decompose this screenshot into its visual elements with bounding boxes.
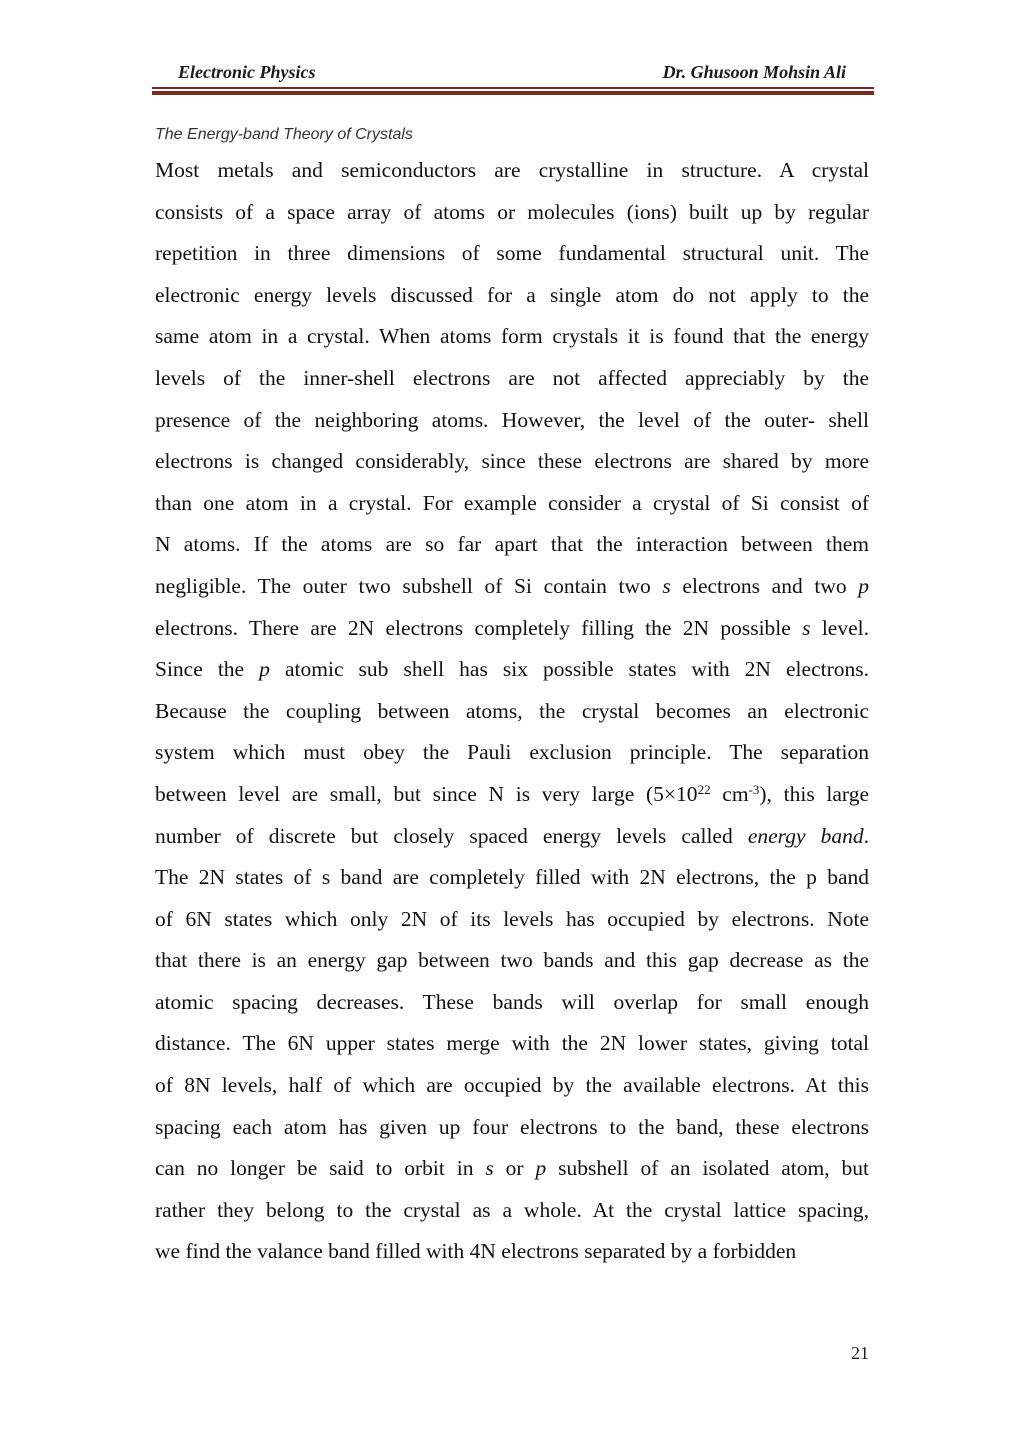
text-run: number of discrete but closely spaced energy levels called <box>155 823 748 848</box>
text-line: The 2N states of s band are completely filled with 2N electrons, the p band <box>155 865 869 890</box>
text-line <box>155 816 869 858</box>
text-run: negligible. The outer two subshell of Si contain two <box>155 573 663 598</box>
text-line: of 6N states which only 2N of its levels has occupied by electrons. Note <box>155 906 869 931</box>
text-run: ), this large <box>759 781 869 806</box>
body-paragraph <box>155 150 869 1273</box>
text-line: Because the coupling between atoms, the crystal becomes an electronic <box>155 698 869 723</box>
text-line: repetition in three dimensions of some fundamental structural unit. The <box>155 241 869 266</box>
text-line <box>155 608 869 650</box>
text-line: presence of the neighboring atoms. However, the level of the outer- shell <box>155 407 869 432</box>
text-line: distance. The 6N upper states merge with the 2N lower states, giving total <box>155 1031 869 1056</box>
text-line: electrons is changed considerably, since these electrons are shared by more <box>155 449 869 474</box>
text-line: we find the valance band filled with 4N electrons separated by a forbidden <box>155 1239 797 1264</box>
italic-term: p <box>535 1156 547 1181</box>
text-line: than one atom in a crystal. For example consider a crystal of Si consist of <box>155 490 869 515</box>
page-header <box>152 62 874 86</box>
italic-term: s <box>802 615 811 640</box>
italic-term: p <box>259 657 270 682</box>
text-run: atomic sub shell has six possible states with 2N electrons. <box>269 657 869 682</box>
header-rule-thin <box>152 87 874 89</box>
text-line: spacing each atom has given up four electrons to the band, these electrons <box>155 1114 869 1139</box>
page-number: 21 <box>851 1343 869 1363</box>
text-line <box>155 649 869 691</box>
text-line: consists of a space array of atoms or molecules (ions) built up by regular <box>155 199 869 224</box>
text-line: rather they belong to the crystal as a whole. At the crystal lattice spacing, <box>155 1197 869 1222</box>
text-run: subshell of an isolated atom, but <box>546 1156 869 1181</box>
italic-term: s <box>485 1156 494 1181</box>
text-run: level. <box>810 615 869 640</box>
header-author: Dr. Ghusoon Mohsin Ali <box>662 62 846 82</box>
text-line: that there is an energy gap between two bands and this gap decrease as the <box>155 948 869 973</box>
text-line <box>155 566 869 608</box>
text-run: cm <box>710 781 749 806</box>
text-line: system which must obey the Pauli exclusion principle. The separation <box>155 740 869 765</box>
text-line: electronic energy levels discussed for a single atom do not apply to the <box>155 282 869 307</box>
text-run: can no longer be said to orbit in <box>155 1156 486 1181</box>
text-line <box>155 774 869 816</box>
text-line: levels of the inner-shell electrons are not affected appreciably by the <box>155 365 869 390</box>
text-run: electrons. There are 2N electrons completely filling the 2N possible <box>155 615 803 640</box>
header-course-title: Electronic Physics <box>178 62 316 82</box>
section-title: The Energy-band Theory of Crystals <box>155 126 413 143</box>
italic-term: p <box>858 573 869 598</box>
text-line: N atoms. If the atoms are so far apart that the interaction between them <box>155 532 869 557</box>
text-run: or <box>493 1156 536 1181</box>
italic-term: s <box>662 573 671 598</box>
text-run: between level are small, but since N is very large (5×10 <box>155 781 698 806</box>
text-run: electrons and two <box>670 573 859 598</box>
text-line: of 8N levels, half of which are occupied by the available electrons. At this <box>155 1073 869 1098</box>
text-run: . <box>863 823 870 848</box>
header-rule-thick <box>152 91 874 95</box>
italic-term: energy band <box>747 823 864 848</box>
superscript: 22 <box>697 781 711 797</box>
text-line <box>155 1148 869 1190</box>
text-line: atomic spacing decreases. These bands will overlap for small enough <box>155 989 869 1014</box>
superscript: -3 <box>748 781 760 797</box>
text-run: Since the <box>155 657 260 682</box>
text-line: same atom in a crystal. When atoms form crystals it is found that the energy <box>155 324 869 349</box>
text-line: Most metals and semiconductors are crystalline in structure. A crystal <box>155 158 869 182</box>
